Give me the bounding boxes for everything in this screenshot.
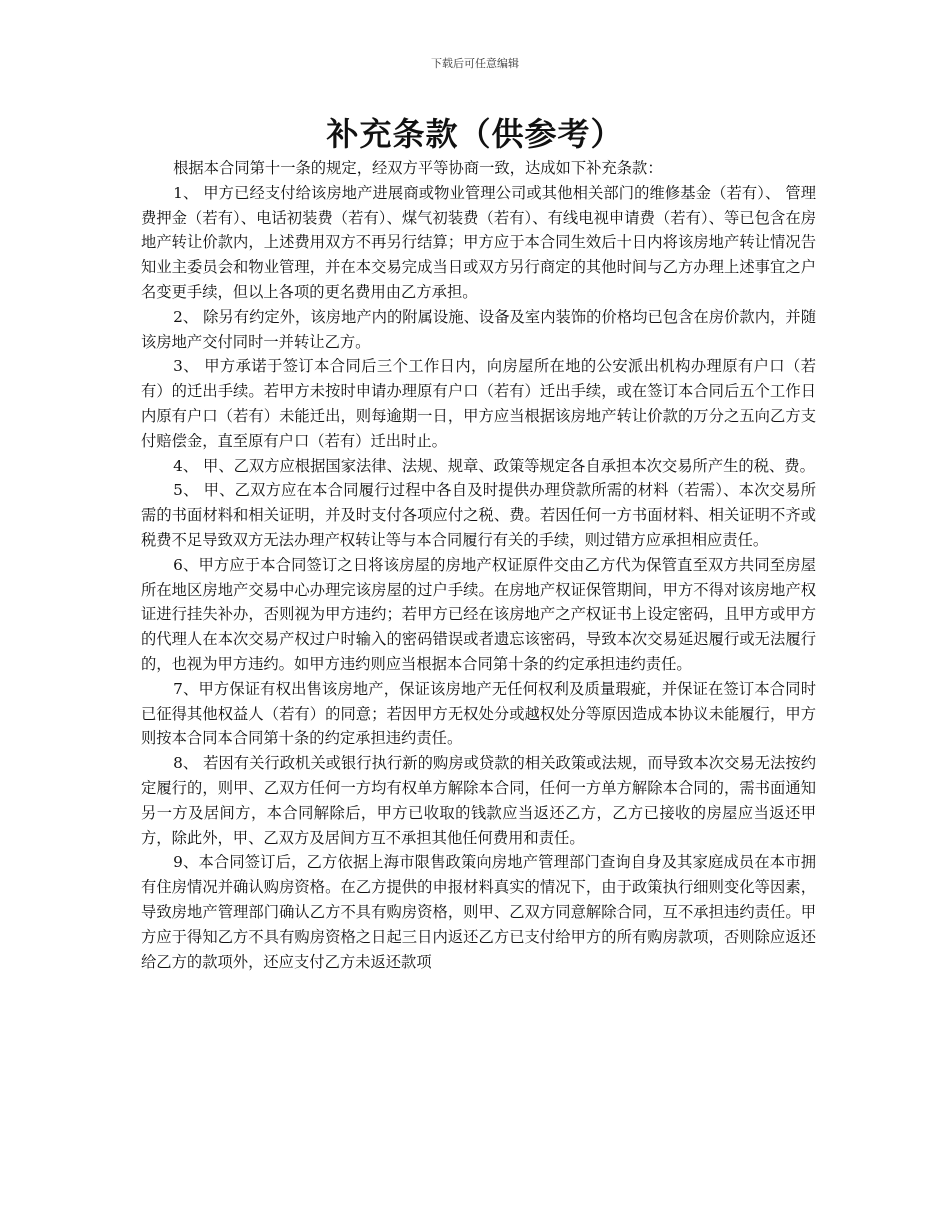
paragraph-clause-2: 2、 除另有约定外，该房地产内的附属设施、设备及室内装饰的价格均已包含在房价款内，并随该房地产交付同时一并转让乙方。 bbox=[141, 307, 816, 351]
document-title: 补充条款（供参考） bbox=[326, 115, 624, 153]
paragraph-clause-8: 8、 若因有关行政机关或银行执行新的购房或贷款的相关政策或法规，而导致本次交易无法按约定履行的，则甲、乙双方任何一方均有权单方解除本合同，任何一方单方解除本合同的，需书面通知另一方及居间方，本合同解除后，甲方已收取的钱款应当返还乙方，乙方已接收的房屋应当返还甲方，除此外，甲、乙双方及居间方互不承担其他任何费用和责任。 bbox=[141, 754, 816, 847]
paragraph-clause-6: 6、甲方应于本合同签订之日将该房屋的房地产权证原件交由乙方代为保管直至双方共同至房屋所在地区房地产交易中心办理完该房屋的过户手续。在房地产权证保管期间，甲方不得对该房地产权证进行挂失补办，否则视为甲方违约；若甲方已经在该房地产之产权证书上设定密码，且甲方或甲方的代理人在本次交易产权过户时输入的密码错误或者遗忘该密码，导致本次交易延迟履行或无法履行的，也视为甲方违约。如甲方违约则应当根据本合同第十条的约定承担违约责任。 bbox=[141, 555, 816, 673]
header-note: 下载后可任意编辑 bbox=[431, 57, 519, 70]
paragraph-clause-1: 1、 甲方已经支付给该房地产进展商或物业管理公司或其他相关部门的维修基金（若有）、 管理费押金（若有）、电话初装费（若有）、煤气初装费（若有）、有线电视申请费（若有）、等已包含在房地产转让价款内，上述费用双方不再另行结算；甲方应于本合同生效后十日内将该房地产转让情况告知业主委员会和物业管理，并在本交易完成当日或双方另行商定的其他时间与乙方办理上述事宜之户名变更手续，但以上各项的更名费用由乙方承担。 bbox=[141, 183, 816, 301]
paragraph-clause-3: 3、 甲方承诺于签订本合同后三个工作日内，向房屋所在地的公安派出机构办理原有户口（若有）的迁出手续。若甲方未按时申请办理原有户口（若有）迁出手续，或在签订本合同后五个工作日内原有户口（若有）未能迁出，则每逾期一日，甲方应当根据该房地产转让价款的万分之五向乙方支付赔偿金，直至原有户口（若有）迁出时止。 bbox=[141, 357, 816, 450]
paragraph-clause-5: 5、 甲、乙双方应在本合同履行过程中各自及时提供办理贷款所需的材料（若需）、本次交易所需的书面材料和相关证明，并及时支付各项应付之税、费。若因任何一方书面材料、相关证明不齐或税费不足导致双方无法办理产权转让等与本合同履行有关的手续，则过错方应承担相应责任。 bbox=[141, 481, 816, 549]
paragraph-intro: 根据本合同第十一条的规定，经双方平等协商一致，达成如下补充条款： bbox=[173, 159, 663, 177]
paragraph-clause-7: 7、甲方保证有权出售该房地产，保证该房地产无任何权利及质量瑕疵，并保证在签订本合同时已征得其他权益人（若有）的同意；若因甲方无权处分或越权处分等原因造成本协议未能履行，甲方则按本合同本合同第十条的约定承担违约责任。 bbox=[141, 679, 816, 748]
paragraph-clause-9: 9、本合同签订后，乙方依据上海市限售政策向房地产管理部门查询自身及其家庭成员在本市拥有住房情况并确认购房资格。在乙方提供的申报材料真实的情况下，由于政策执行细则变化等因素，导致房地产管理部门确认乙方不具有购房资格，则甲、乙双方同意解除合同，互不承担违约责任。甲方应于得知乙方不具有购房资格之日起三日内返还乙方已支付给甲方的所有购房款项，否则除应返还给乙方的款项外，还应支付乙方未返还款项 bbox=[141, 853, 816, 971]
document-body bbox=[141, 156, 816, 974]
paragraph-clause-4: 4、 甲、乙双方应根据国家法律、法规、规章、政策等规定各自承担本次交易所产生的税、费。 bbox=[173, 456, 815, 475]
